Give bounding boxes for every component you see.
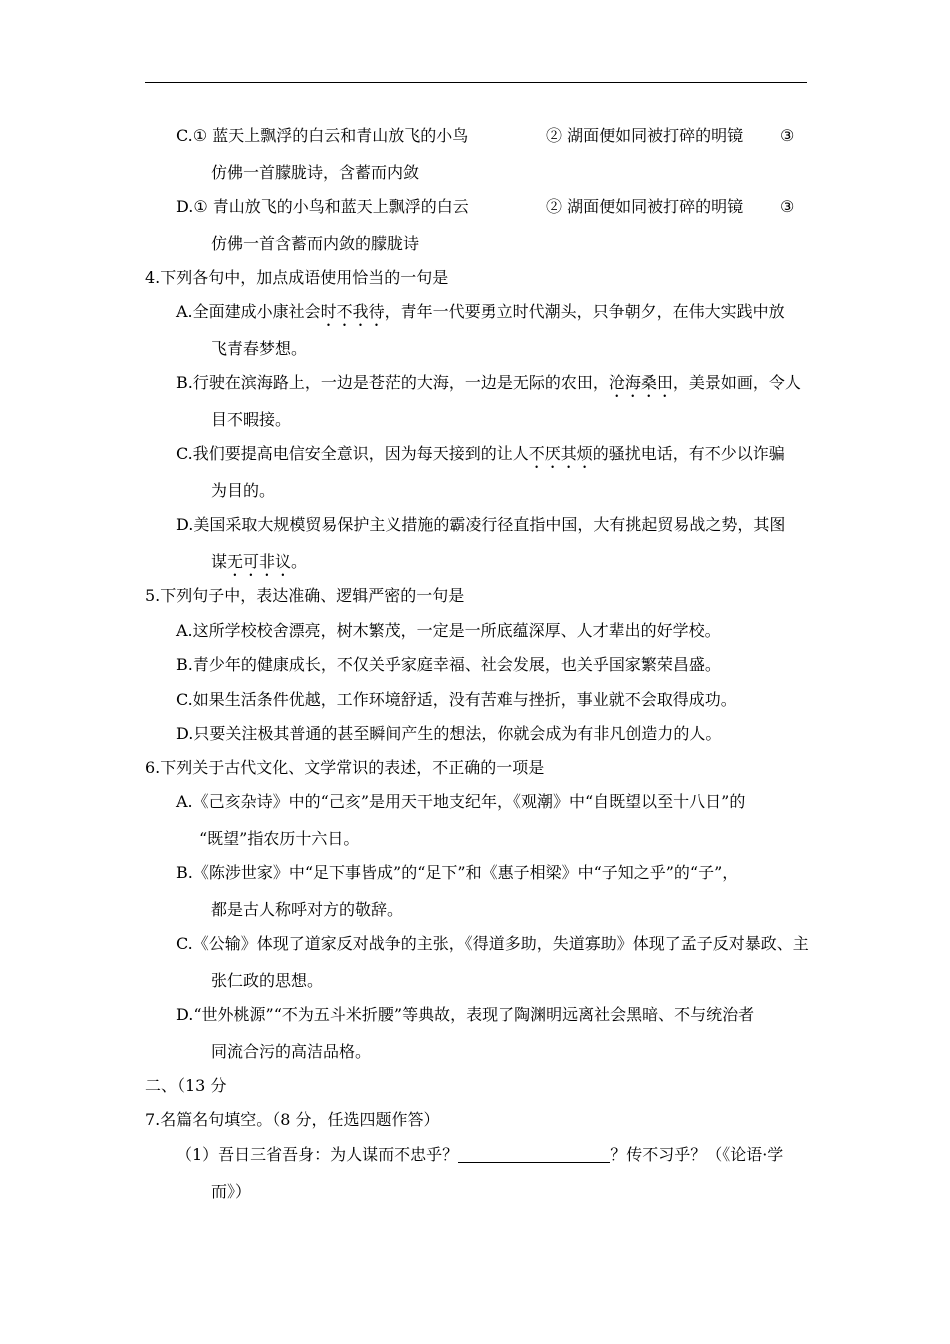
- q3-d-cont: 仿佛一首含蓄而内敛的朦胧诗: [211, 234, 420, 253]
- q4-b-cont: 目不暇接。: [211, 410, 292, 429]
- q4-option-a: [176, 302, 785, 330]
- section-two-heading: 二、（13 分: [145, 1076, 227, 1095]
- q7-item-1: [176, 1145, 783, 1165]
- q4-c-idiom: 不厌其烦: [528, 444, 593, 463]
- header-rule: [145, 82, 807, 83]
- q6-b-cont: 都是古人称呼对方的敬辞。: [211, 900, 404, 919]
- q6-stem: 6.下列关于古代文化、文学常识的表述，不正确的一项是: [145, 758, 545, 777]
- q3-option-c: [176, 126, 468, 146]
- q4-c-post: 的骚扰电话，有不少以诈骗: [592, 444, 785, 463]
- q3-d-part3: ③: [780, 197, 795, 216]
- q6-option-a: A.《己亥杂诗》中的“己亥”是用天干地支纪年，《观潮》中“自既望以至十八日”的: [176, 792, 746, 811]
- q6-a-cont: “既望”指农历十六日。: [199, 829, 360, 848]
- q6-c-cont: 张仁政的思想。: [211, 971, 324, 990]
- q5-option-a: A.这所学校校舍漂亮，树木繁茂，一定是一所底蕴深厚、人才辈出的好学校。: [176, 621, 721, 640]
- q4-option-d: D.美国采取大规模贸易保护主义措施的霸凌行径直指中国，大有挑起贸易战之势，其图: [176, 515, 786, 534]
- q4-a-pre: A.全面建成小康社会: [176, 302, 321, 321]
- q5-stem: 5.下列句子中，表达准确、逻辑严密的一句是: [145, 586, 465, 605]
- q4-d-cont-pre: 谋: [211, 552, 228, 571]
- q4-c-cont: 为目的。: [211, 481, 276, 500]
- q3-c-part1: C.① 蓝天上飘浮的白云和青山放飞的小鸟: [176, 126, 469, 145]
- q3-d-part1: D.① 青山放飞的小鸟和蓝天上飘浮的白云: [176, 197, 469, 216]
- q4-d-cont-post: 。: [291, 552, 308, 571]
- q7-item1-cont: 而》）: [211, 1182, 252, 1201]
- q7-item1-post: ？传不习乎？（《论语·学: [610, 1145, 784, 1164]
- q5-option-c: C.如果生活条件优越，工作环境舒适，没有苦难与挫折，事业就不会取得成功。: [176, 690, 737, 709]
- q3-option-d: [176, 197, 469, 217]
- q5-option-d: D.只要关注极其普通的甚至瞬间产生的想法，你就会成为有非凡创造力的人。: [176, 724, 722, 743]
- q3-c-cont: 仿佛一首朦胧诗，含蓄而内敛: [211, 163, 420, 182]
- q6-option-c: C.《公输》体现了道家反对战争的主张，《得道多助，失道寡助》体现了孟子反对暴政、主: [176, 934, 809, 953]
- q6-d-cont: 同流合污的高洁品格。: [211, 1042, 372, 1061]
- q3-c-part2: ② 湖面便如同被打碎的明镜: [546, 126, 744, 145]
- q4-a-cont: 飞青春梦想。: [211, 339, 308, 358]
- q4-a-idiom: 时不我待: [320, 302, 385, 321]
- q4-b-idiom: 沧海桑田: [608, 373, 673, 392]
- q7-stem: 7.名篇名句填空。（8 分，任选四题作答）: [145, 1110, 440, 1129]
- q4-d-idiom: 无可非议: [227, 552, 292, 571]
- q4-option-b: [176, 373, 801, 401]
- q7-item1-pre: （1）吾日三省吾身：为人谋而不忠乎？: [176, 1145, 459, 1164]
- q4-option-c: [176, 444, 785, 472]
- q4-b-post: ，美景如画，令人: [672, 373, 801, 392]
- q4-c-pre: C.我们要提高电信安全意识，因为每天接到的让人: [176, 444, 529, 463]
- q6-option-b: B.《陈涉世家》中“足下事皆成”的“足下”和《惠子相梁》中“子知之乎”的“子”，: [176, 863, 739, 882]
- q4-b-pre: B.行驶在滨海路上，一边是苍茫的大海，一边是无际的农田，: [176, 373, 609, 392]
- q7-item1-answer-blank[interactable]: [458, 1146, 610, 1163]
- q4-a-post: ，青年一代要勇立时代潮头，只争朝夕，在伟大实践中放: [384, 302, 785, 321]
- q5-option-b: B.青少年的健康成长，不仅关乎家庭幸福、社会发展，也关乎国家繁荣昌盛。: [176, 655, 721, 674]
- q4-stem: 4.下列各句中，加点成语使用恰当的一句是: [145, 268, 449, 287]
- q3-c-part3: ③: [780, 126, 795, 145]
- q3-d-part2: ② 湖面便如同被打碎的明镜: [546, 197, 744, 216]
- q4-d-cont: [211, 552, 307, 580]
- q6-option-d: D.“世外桃源”“不为五斗米折腰”等典故，表现了陶渊明远离社会黑暗、不与统治者: [176, 1005, 755, 1024]
